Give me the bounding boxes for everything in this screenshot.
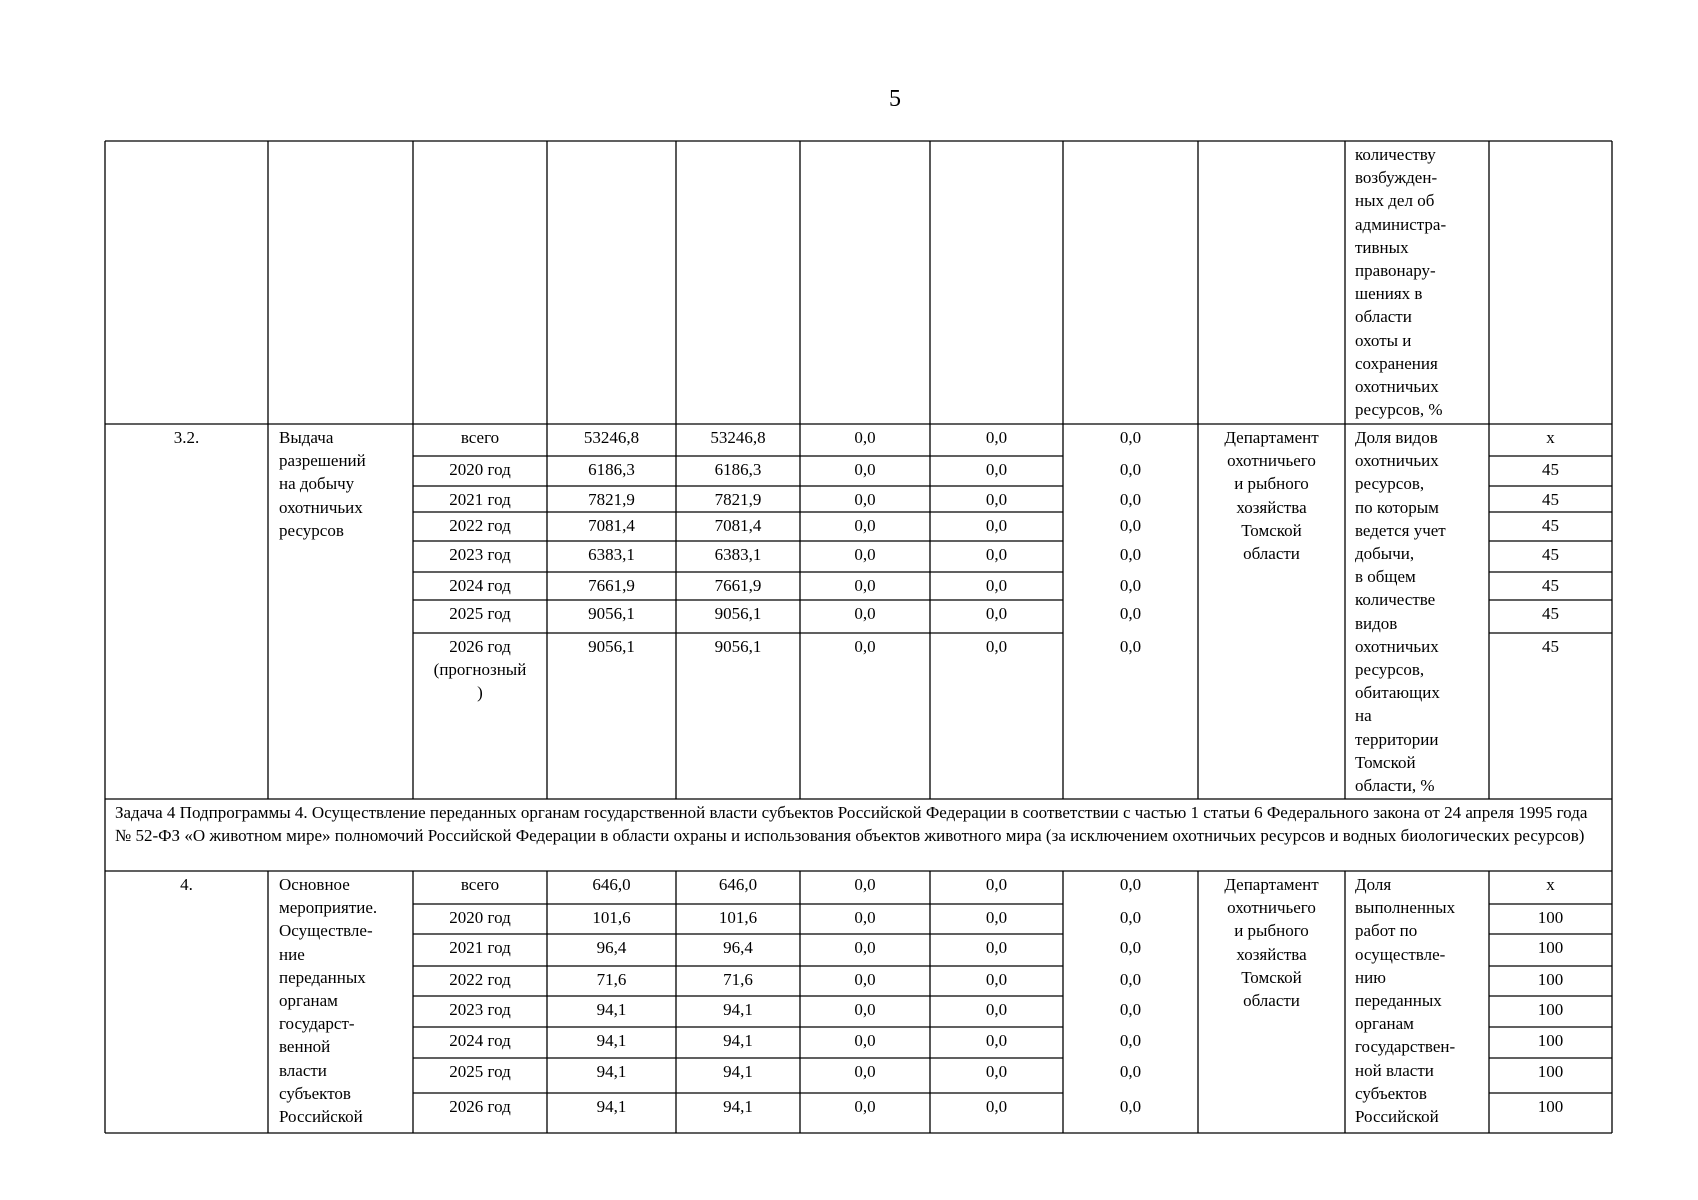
funding-cell: 0,0 (985, 428, 1008, 447)
period-cell: 2026 год (прогнозный ) (433, 637, 527, 703)
total-cell: 53246,8 (583, 428, 640, 447)
period-cell: 2026 год (449, 1097, 511, 1116)
period-cell: 2021 год (449, 938, 511, 957)
indicator-text: количеству возбужден- ных дел об администра- тивных правонару- шениях в области охоты и сохранения охотничьих ресурсов, % (1355, 145, 1447, 420)
funding-cell: 0,0 (985, 576, 1008, 595)
total-cell: 94,1 (596, 1000, 627, 1019)
total-cell: 94,1 (596, 1062, 627, 1081)
indicator-value-cell: 100 (1537, 938, 1564, 957)
funding-cell: 0,0 (985, 938, 1008, 957)
funding-cell: 71,6 (723, 970, 753, 989)
total-cell: 7661,9 (588, 576, 635, 595)
funding-cell: 96,4 (723, 938, 753, 957)
funding-cell: 94,1 (723, 1000, 753, 1019)
total-cell: 94,1 (596, 1097, 627, 1116)
row-3-2-number: 3.2. (173, 428, 200, 447)
total-cell: 7821,9 (588, 490, 635, 509)
funding-cell: 0,0 (854, 428, 876, 447)
total-cell: 9056,1 (588, 604, 635, 623)
period-cell: 2020 год (449, 460, 511, 479)
period-cell: 2020 год (449, 908, 511, 927)
indicator-value-cell: 100 (1537, 1031, 1564, 1050)
funding-cell: 7661,9 (714, 576, 762, 595)
total-cell: 96,4 (596, 938, 627, 957)
period-cell: 2021 год (449, 490, 511, 509)
indicator-value-cell: 100 (1537, 908, 1564, 927)
funding-cell: 0,0 (985, 875, 1008, 894)
funding-cell: 0,0 (985, 1062, 1008, 1081)
indicator-value-cell: 45 (1542, 516, 1559, 535)
period-cell: 2025 год (449, 1062, 511, 1081)
page-number: 5 (889, 86, 901, 112)
funding-cell: 0,0 (985, 1097, 1008, 1116)
funding-cell: 0,0 (985, 970, 1008, 989)
indicator-value-cell: 100 (1537, 970, 1564, 989)
total-cell: 9056,1 (588, 637, 635, 656)
period-cell: всего (460, 875, 500, 894)
funding-cell: 646,0 (718, 875, 758, 894)
funding-cell: 0,0 (1119, 490, 1142, 509)
period-cell: 2023 год (449, 545, 511, 564)
funding-cell: 0,0 (985, 908, 1008, 927)
funding-cell: 6383,1 (714, 545, 762, 564)
funding-cell: 7821,9 (714, 490, 762, 509)
funding-cell: 0,0 (1119, 604, 1142, 623)
indicator-value-cell: 45 (1542, 460, 1559, 479)
funding-cell: 6186,3 (714, 460, 762, 479)
funding-cell: 0,0 (985, 637, 1008, 656)
funding-cell: 0,0 (1119, 576, 1142, 595)
funding-cell: 53246,8 (710, 428, 766, 447)
funding-cell: 0,0 (1119, 938, 1142, 957)
funding-cell: 0,0 (1119, 1097, 1142, 1116)
funding-cell: 0,0 (854, 938, 876, 957)
indicator-value-cell: x (1546, 428, 1555, 447)
total-cell: 94,1 (596, 1031, 627, 1050)
funding-cell: 0,0 (1119, 637, 1142, 656)
funding-cell: 0,0 (985, 460, 1008, 479)
period-cell: 2022 год (449, 516, 511, 535)
funding-cell: 0,0 (1119, 970, 1142, 989)
funding-cell: 0,0 (1119, 875, 1142, 894)
total-cell: 6186,3 (588, 460, 635, 479)
funding-cell: 0,0 (854, 875, 876, 894)
funding-cell: 0,0 (854, 604, 876, 623)
funding-cell: 0,0 (985, 604, 1008, 623)
period-cell: 2022 год (449, 970, 511, 989)
indicator-value-cell: 45 (1542, 604, 1559, 623)
funding-cell: 0,0 (854, 637, 876, 656)
total-cell: 71,6 (596, 970, 627, 989)
funding-cell: 94,1 (723, 1062, 753, 1081)
funding-cell: 94,1 (723, 1031, 753, 1050)
funding-cell: 0,0 (854, 1097, 876, 1116)
task-4-title: Задача 4 Подпрограммы 4. Осуществление переданных органам государственной власти субъектов Российской Федерации в соответствии с частью 1 статьи 6 Федерального закона от 24 апреля 1995 года № 52-ФЗ «О животном мире» полномочий Российской Федерации в области охраны и использования объектов животного мира (за исключением охотничьих ресурсов и водных биологических ресурсов) (115, 803, 1588, 845)
funding-cell: 0,0 (985, 516, 1008, 535)
total-cell: 101,6 (592, 908, 631, 927)
period-cell: 2024 год (449, 1031, 511, 1050)
funding-cell: 0,0 (1119, 1062, 1142, 1081)
funding-cell: 0,0 (854, 1031, 876, 1050)
row-3-2-activity-name: Выдача разрешений на добычу охотничьих ресурсов (279, 428, 366, 540)
indicator-value-cell: 100 (1537, 1097, 1564, 1116)
period-cell: всего (460, 428, 500, 447)
funding-cell: 0,0 (985, 1000, 1008, 1019)
funding-cell: 7081,4 (714, 516, 762, 535)
row-4-department: Департамент охотничьего и рыбного хозяйства Томской области (1224, 875, 1319, 1011)
indicator-value-cell: x (1546, 875, 1555, 894)
funding-cell: 0,0 (1119, 428, 1142, 447)
funding-cell: 9056,1 (714, 637, 762, 656)
row-3-2-indicator-text: Доля видов охотничьих ресурсов, по которым ведется учет добычи, в общем количестве видов охотничьих ресурсов, обитающих на территории Томской области, % (1355, 428, 1446, 796)
indicator-value-cell: 100 (1537, 1000, 1564, 1019)
indicator-value-cell: 45 (1542, 637, 1559, 656)
row-4-number: 4. (180, 875, 193, 894)
period-cell: 2023 год (449, 1000, 511, 1019)
funding-cell: 0,0 (854, 545, 876, 564)
period-cell: 2025 год (449, 604, 511, 623)
total-cell: 6383,1 (588, 545, 635, 564)
funding-cell: 9056,1 (714, 604, 762, 623)
total-cell: 7081,4 (588, 516, 635, 535)
total-cell: 646,0 (592, 875, 631, 894)
row-3-2-department: Департамент охотничьего и рыбного хозяйства Томской области (1224, 428, 1319, 564)
funding-cell: 0,0 (985, 545, 1008, 564)
row-4-indicator-text: Доля выполненных работ по осуществле- нию переданных органам государствен- ной власти субъектов Российской (1355, 875, 1456, 1127)
funding-cell: 0,0 (1119, 908, 1142, 927)
funding-cell: 0,0 (1119, 1000, 1142, 1019)
funding-cell: 0,0 (854, 576, 876, 595)
funding-cell: 0,0 (854, 516, 876, 535)
indicator-value-cell: 45 (1542, 545, 1559, 564)
funding-cell: 0,0 (854, 460, 876, 479)
funding-cell: 0,0 (854, 970, 876, 989)
funding-cell: 0,0 (854, 908, 876, 927)
indicator-value-cell: 100 (1537, 1062, 1564, 1081)
funding-cell: 0,0 (854, 1062, 876, 1081)
funding-cell: 94,1 (723, 1097, 753, 1116)
row-4-activity-name: Основное мероприятие. Осуществле- ние переданных органам государст- венной власти субъектов Российской (279, 875, 378, 1127)
funding-cell: 0,0 (1119, 516, 1142, 535)
funding-cell: 0,0 (854, 1000, 876, 1019)
funding-cell: 0,0 (985, 1031, 1008, 1050)
funding-cell: 0,0 (985, 490, 1008, 509)
period-cell: 2024 год (449, 576, 511, 595)
indicator-value-cell: 45 (1542, 576, 1559, 595)
indicator-value-cell: 45 (1542, 490, 1559, 509)
funding-cell: 0,0 (854, 490, 876, 509)
funding-cell: 0,0 (1119, 460, 1142, 479)
funding-cell: 0,0 (1119, 1031, 1142, 1050)
funding-cell: 101,6 (718, 908, 758, 927)
funding-cell: 0,0 (1119, 545, 1142, 564)
